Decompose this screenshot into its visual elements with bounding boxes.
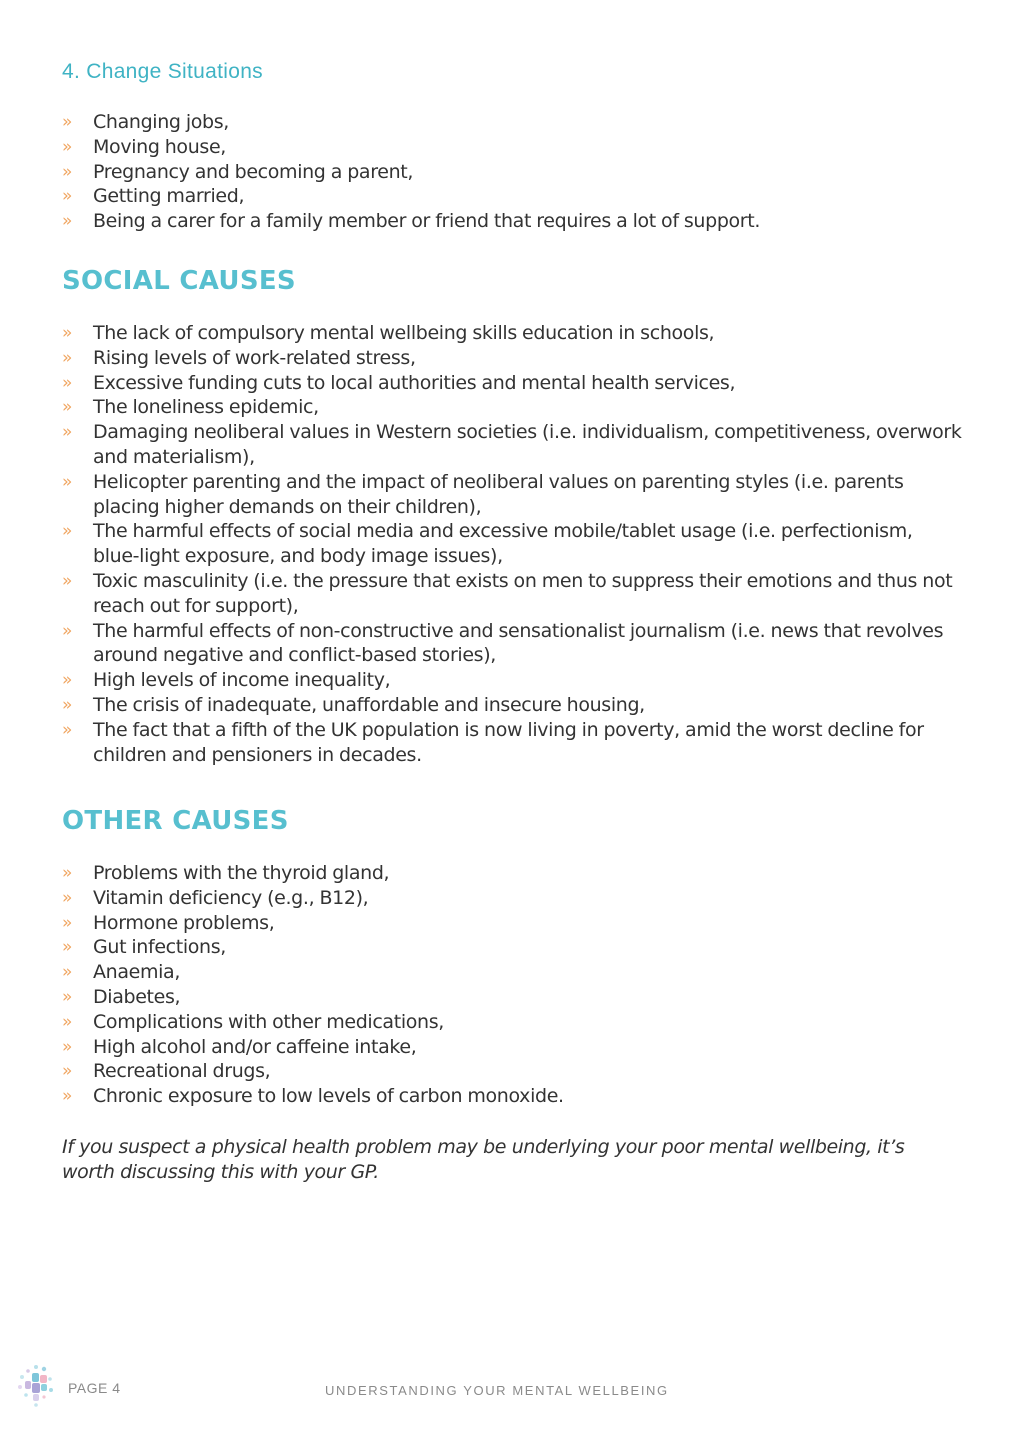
list-item-text: Changing jobs, [93, 111, 229, 133]
bullet-icon: » [62, 570, 73, 591]
bullet-icon: » [62, 694, 73, 715]
bullet-icon: » [62, 986, 73, 1007]
bullet-icon: » [62, 211, 73, 232]
list-item-text: Pregnancy and becoming a parent, [93, 160, 414, 183]
list-item-text: Diabetes, [93, 985, 181, 1008]
list-item [62, 420, 962, 470]
list-item [62, 209, 962, 234]
bullet-icon: » [62, 719, 73, 740]
bullet-icon: » [62, 323, 73, 343]
bullet-icon: » [62, 471, 73, 492]
list-item [62, 371, 962, 396]
list-item-text: Vitamin deficiency (e.g., B12), [93, 886, 369, 909]
list-item [62, 160, 962, 185]
list-item [62, 1035, 962, 1060]
list-item-text: The fact that a fifth of the UK population is now living in poverty, amid the worst decline for children and pensioners in decades. [93, 718, 924, 766]
bullet-icon: » [62, 347, 73, 368]
list-item-text: Excessive funding cuts to local authorities and mental health services, [93, 371, 736, 394]
list-item [62, 960, 962, 985]
list-item [62, 1059, 962, 1084]
change-situations-list [62, 110, 962, 234]
gp-advice-note: If you suspect a physical health problem may be underlying your poor mental wellbeing, it’s worth discussing this with your GP. [62, 1136, 905, 1183]
list-item [62, 861, 962, 886]
other-causes-list [62, 861, 962, 1109]
list-item-text: Chronic exposure to low levels of carbon monoxide. [93, 1085, 564, 1108]
list-item-text: The crisis of inadequate, unaffordable and insecure housing, [93, 693, 645, 716]
list-item [62, 1084, 962, 1109]
list-item [62, 718, 962, 768]
bullet-icon: » [62, 422, 73, 443]
list-item [62, 886, 962, 911]
list-item-text: High levels of income inequality, [93, 669, 391, 692]
list-item [62, 569, 962, 619]
bullet-icon: » [62, 912, 73, 933]
list-item-text: Rising levels of work-related stress, [93, 346, 416, 369]
list-item-text: Gut infections, [93, 936, 226, 959]
list-item [62, 519, 962, 569]
list-item [62, 1010, 962, 1035]
list-item [62, 135, 962, 160]
list-item-text: Problems with the thyroid gland, [93, 862, 390, 884]
social-causes-list [62, 321, 962, 767]
list-item [62, 985, 962, 1010]
list-item [62, 184, 962, 209]
bullet-icon: » [62, 372, 73, 393]
list-item-text: Hormone problems, [93, 911, 275, 934]
list-item-text: Complications with other medications, [93, 1010, 444, 1033]
dotted-mosaic-logo-icon [14, 1363, 58, 1409]
bullet-icon: » [62, 1086, 73, 1107]
document-title: UNDERSTANDING YOUR MENTAL WELLBEING [325, 1383, 669, 1398]
social-causes-heading: SOCIAL CAUSES [62, 266, 296, 296]
list-item-text: High alcohol and/or caffeine intake, [93, 1035, 417, 1058]
change-situations-heading: 4. Change Situations [62, 60, 263, 83]
other-causes-heading: OTHER CAUSES [62, 806, 289, 836]
list-item [62, 693, 962, 718]
list-item-text: Getting married, [93, 185, 245, 208]
list-item-text: Damaging neoliberal values in Western societies (i.e. individualism, competitiveness, overwork and materialism), [93, 421, 962, 468]
bullet-icon: » [62, 937, 73, 958]
list-item [62, 935, 962, 960]
list-item-text: Recreational drugs, [93, 1060, 271, 1083]
bullet-icon: » [62, 863, 73, 883]
list-item [62, 321, 962, 346]
bullet-icon: » [62, 397, 73, 418]
bullet-icon: » [62, 1036, 73, 1057]
bullet-icon: » [62, 161, 73, 182]
list-item-text: Helicopter parenting and the impact of neoliberal values on parenting styles (i.e. parents placing higher demands on their children), [93, 470, 904, 518]
list-item-text: The lack of compulsory mental wellbeing skills education in schools, [93, 322, 715, 344]
list-item-text: The harmful effects of non-constructive and sensationalist journalism (i.e. news that revolves around negative and conflict-based stories), [93, 619, 944, 667]
list-item-text: Being a carer for a family member or friend that requires a lot of support. [93, 210, 761, 233]
list-item-text: Anaemia, [93, 961, 181, 984]
bullet-icon: » [62, 186, 73, 207]
bullet-icon: » [62, 136, 73, 157]
bullet-icon: » [62, 1011, 73, 1032]
list-item-text: The loneliness epidemic, [93, 396, 319, 419]
bullet-icon: » [62, 521, 73, 542]
list-item [62, 619, 962, 669]
list-item [62, 395, 962, 420]
list-item [62, 668, 962, 693]
list-item-text: The harmful effects of social media and excessive mobile/tablet usage (i.e. perfectionism, blue-light exposure, and body image issues), [93, 520, 913, 568]
bullet-icon: » [62, 620, 73, 641]
bullet-icon: » [62, 112, 73, 132]
bullet-icon: » [62, 962, 73, 983]
list-item [62, 110, 962, 135]
list-item-text: Toxic masculinity (i.e. the pressure that exists on men to suppress their emotions and thus not reach out for support), [93, 569, 953, 617]
bullet-icon: » [62, 670, 73, 691]
list-item [62, 346, 962, 371]
bullet-icon: » [62, 887, 73, 908]
list-item [62, 911, 962, 936]
page-number: PAGE 4 [68, 1380, 121, 1396]
bullet-icon: » [62, 1061, 73, 1082]
list-item [62, 470, 962, 520]
list-item-text: Moving house, [93, 135, 226, 158]
